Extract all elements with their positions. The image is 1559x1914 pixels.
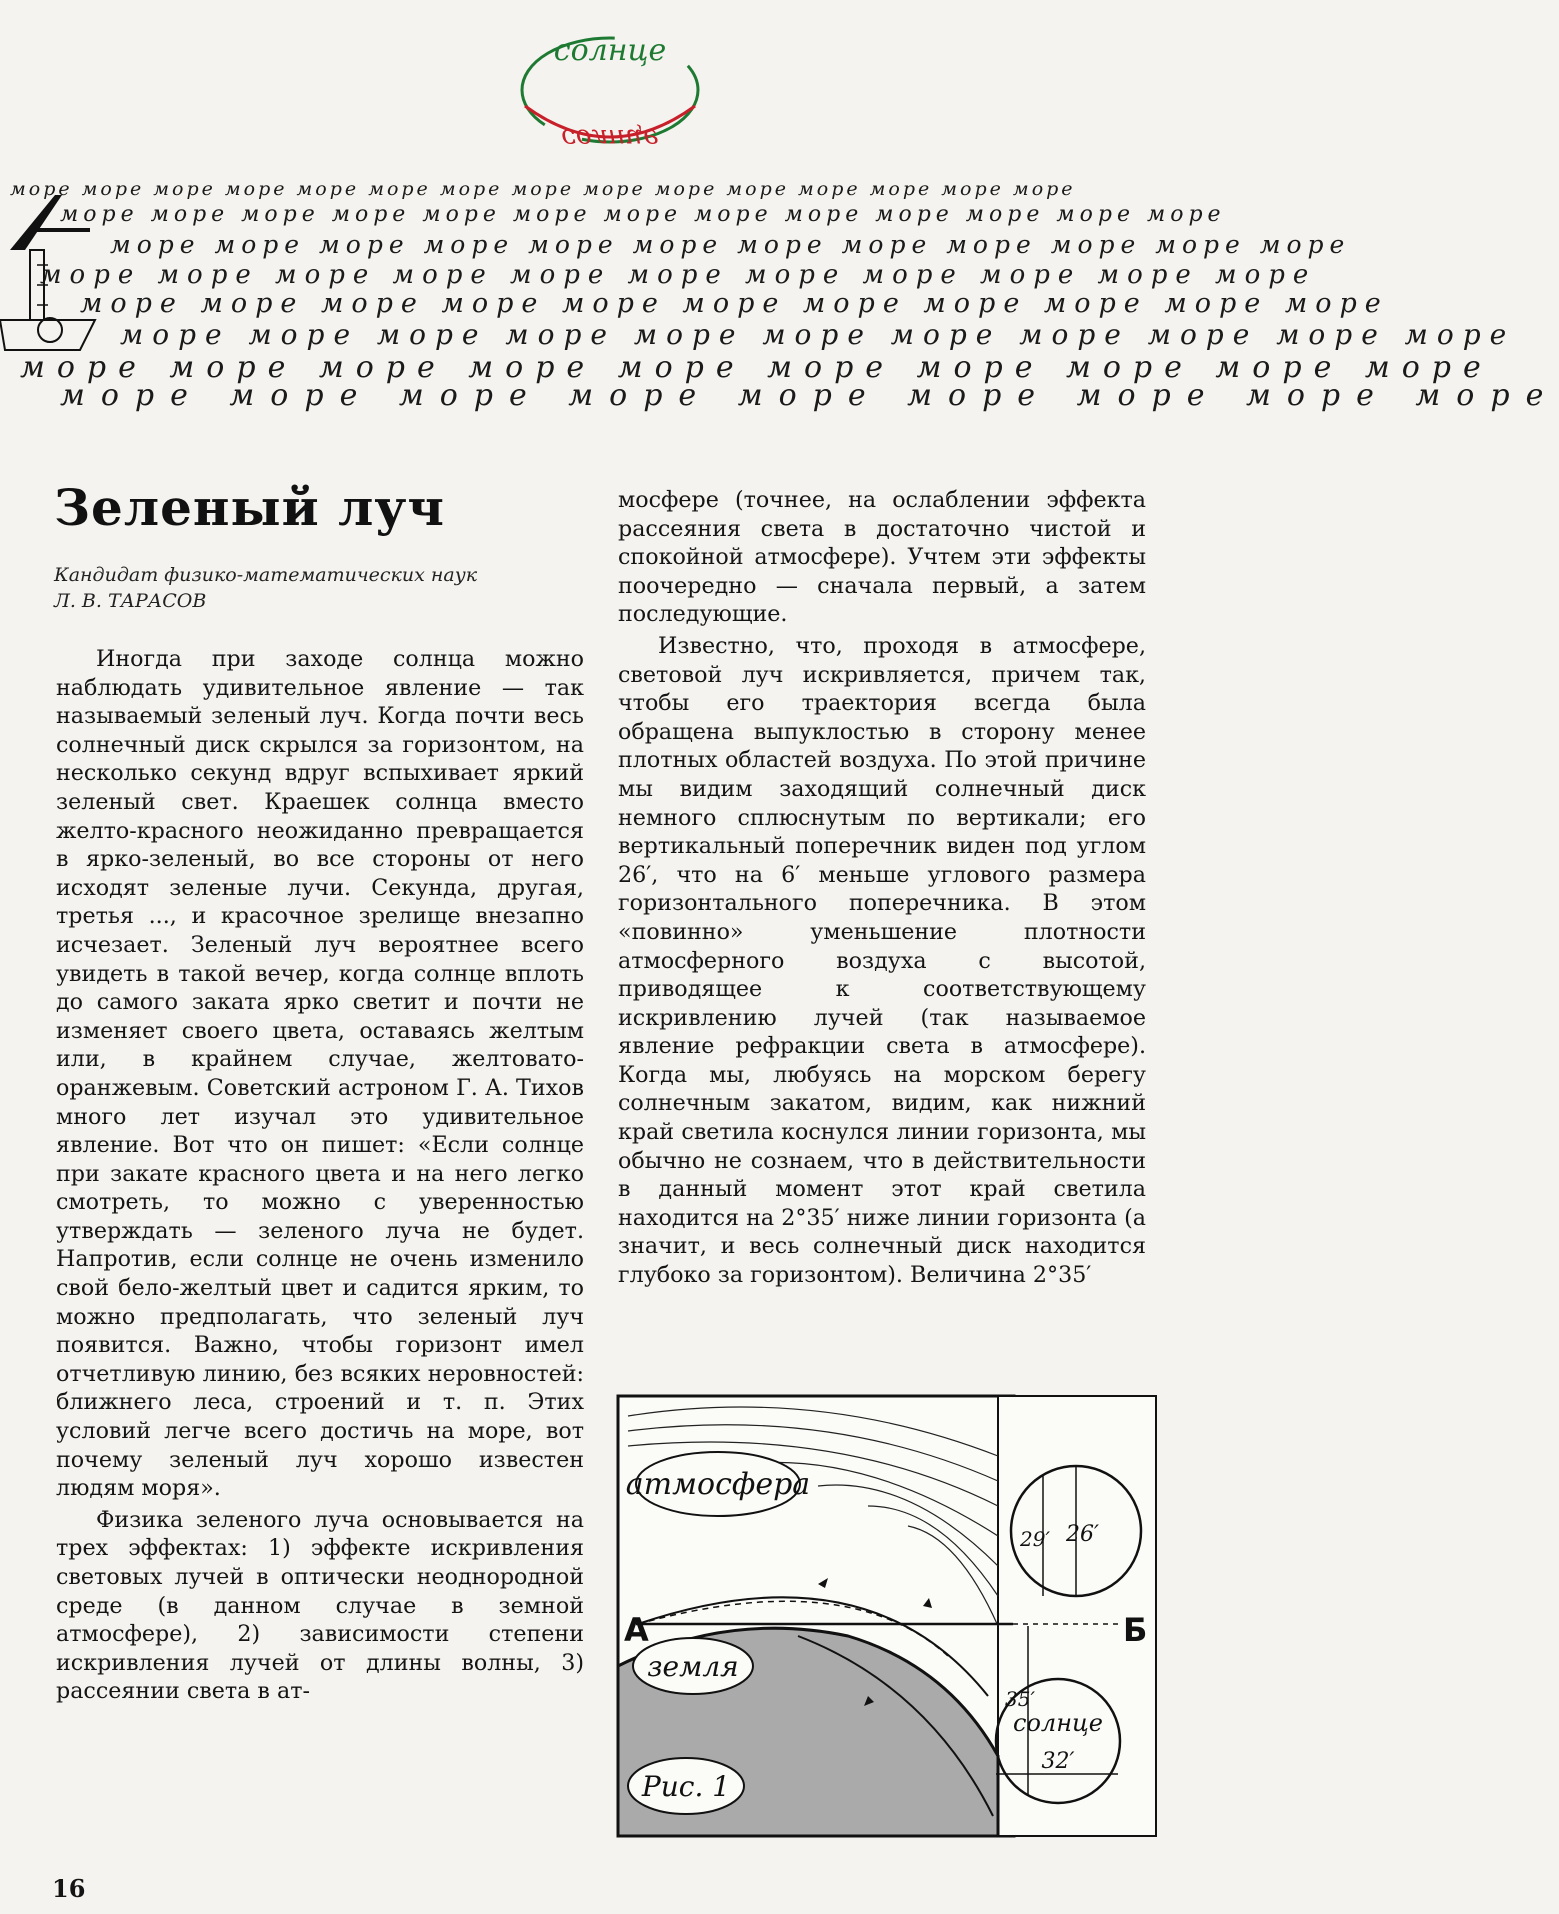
- label-angle-lower-vertical: 35′: [1005, 1687, 1035, 1711]
- paragraph: Физика зеленого луча основывается на трех эффектах: 1) эффекте искривления световых лучей в оптически неоднородной среде (в данном случае в земной атмосфере), 2) зависимости степени искривления лучей от длины волны, 3) рассеянии света в ат-: [56, 1506, 584, 1705]
- drop-cap-letter: [10, 195, 62, 250]
- logo-bottom-word-mirrored: солнце: [561, 123, 659, 153]
- sea-row: море море море море море море море море море море море: [80, 288, 1389, 319]
- author-block: [54, 562, 477, 614]
- sea-row: море море море море море море море море море море море: [40, 260, 1317, 290]
- left-column: [56, 645, 584, 1706]
- label-sun: солнце: [1013, 1709, 1103, 1737]
- page-number: 16: [52, 1874, 86, 1903]
- author-name: Л. В. ТАРАСОВ: [54, 590, 207, 612]
- sea-row: море море море море море море море море море море море море море: [60, 202, 1226, 227]
- sun-logo: [490, 18, 730, 158]
- ship-sketch: [0, 190, 110, 365]
- sea-word-pattern: [0, 178, 1559, 413]
- author-credential: Кандидат физико-математических наук: [54, 564, 478, 586]
- label-angle-upper-large: 26′: [1066, 1522, 1099, 1547]
- right-column: [618, 486, 1146, 1290]
- figure-1: [618, 1396, 1158, 1836]
- label-atmosphere: атмосфера: [625, 1467, 811, 1502]
- sea-row: море море море море море море море море море море море море море море море: [10, 178, 1076, 200]
- sea-row: море море море море море море море море море море море море: [110, 230, 1351, 259]
- label-point-a: А: [624, 1611, 649, 1649]
- sea-row: море море море море море море море море море море: [20, 350, 1493, 385]
- paragraph: мосфере (точнее, на ослаблении эффекта рассеяния света в достаточно чистой и спокойной атмосфере). Учтем эти эффекты поочередно — сначала первый, а затем последующие.: [618, 487, 1146, 628]
- paragraph: Иногда при заходе солнца можно наблюдать удивительное явление — так называемый зеленый луч. Когда почти весь солнечный диск скрылся за горизонтом, на несколько секунд вдруг вспыхивает яркий зеленый свет. Краешек солнца вместо желто-красного неожиданно превращается в ярко-зеленый, во все стороны от него исходят зеленые лучи. Секунда, другая, третья ..., и красочное зрелище внезапно исчезает. Зеленый луч вероятнее всего увидеть в такой вечер, когда солнце вплоть до самого заката ярко светит и почти не изменяет своего цвета, оставаясь желтым или, в крайнем случае, желтовато-оранжевым. Советский астроном Г. А. Тихов много лет изучал это удивительное явление. Вот что он пишет: «Если солнце при закате красного цвета и на него легко смотреть, то можно с уверенностью утверждать — зеленого луча не будет. Напротив, если солнце не очень изменило свой бело-желтый цвет и садится ярким, то можно предполагать, что зеленый луч появится. Важно, чтобы горизонт имел отчетливую линию, без всяких неровностей: ближнего леса, строений и т. п. Этих условий легче всего достичь на море, вот почему зеленый луч хорошо известен людям моря».: [56, 646, 584, 1502]
- label-earth: земля: [647, 1650, 739, 1683]
- label-fig: Рис. 1: [641, 1770, 731, 1803]
- sea-row: море море море море море море море море море море море: [120, 318, 1516, 351]
- logo-top-word: солнце: [553, 33, 667, 68]
- article-title: Зеленый луч: [54, 478, 446, 537]
- sea-row: море море море море море море море море море: [60, 378, 1559, 413]
- label-point-b: Б: [1123, 1611, 1148, 1649]
- label-angle-lower-horizontal: 32′: [1041, 1749, 1075, 1774]
- label-angle-upper-small: 29′: [1020, 1527, 1050, 1551]
- paragraph: Известно, что, проходя в атмосфере, световой луч искривляется, причем так, чтобы его траектория всегда была обращена выпуклостью в сторону менее плотных областей воздуха. По этой причине мы видим заходящий солнечный диск немного сплюснутым по вертикали; его вертикальный поперечник виден под углом 26′, что на 6′ меньше углового размера горизонтального поперечника. В этом «повинно» уменьшение плотности атмосферного воздуха с высотой, приводящее к соответствующему искривлению лучей (так называемое явление рефракции света в атмосфере). Когда мы, любуясь на морском берегу солнечным закатом, видим, как нижний край светила коснулся линии горизонта, мы обычно не сознаем, что в действительности в данный момент этот край светила находится на 2°35′ ниже линии горизонта (а значит, и весь солнечный диск находится глубоко за горизонтом). Величина 2°35′: [618, 632, 1146, 1289]
